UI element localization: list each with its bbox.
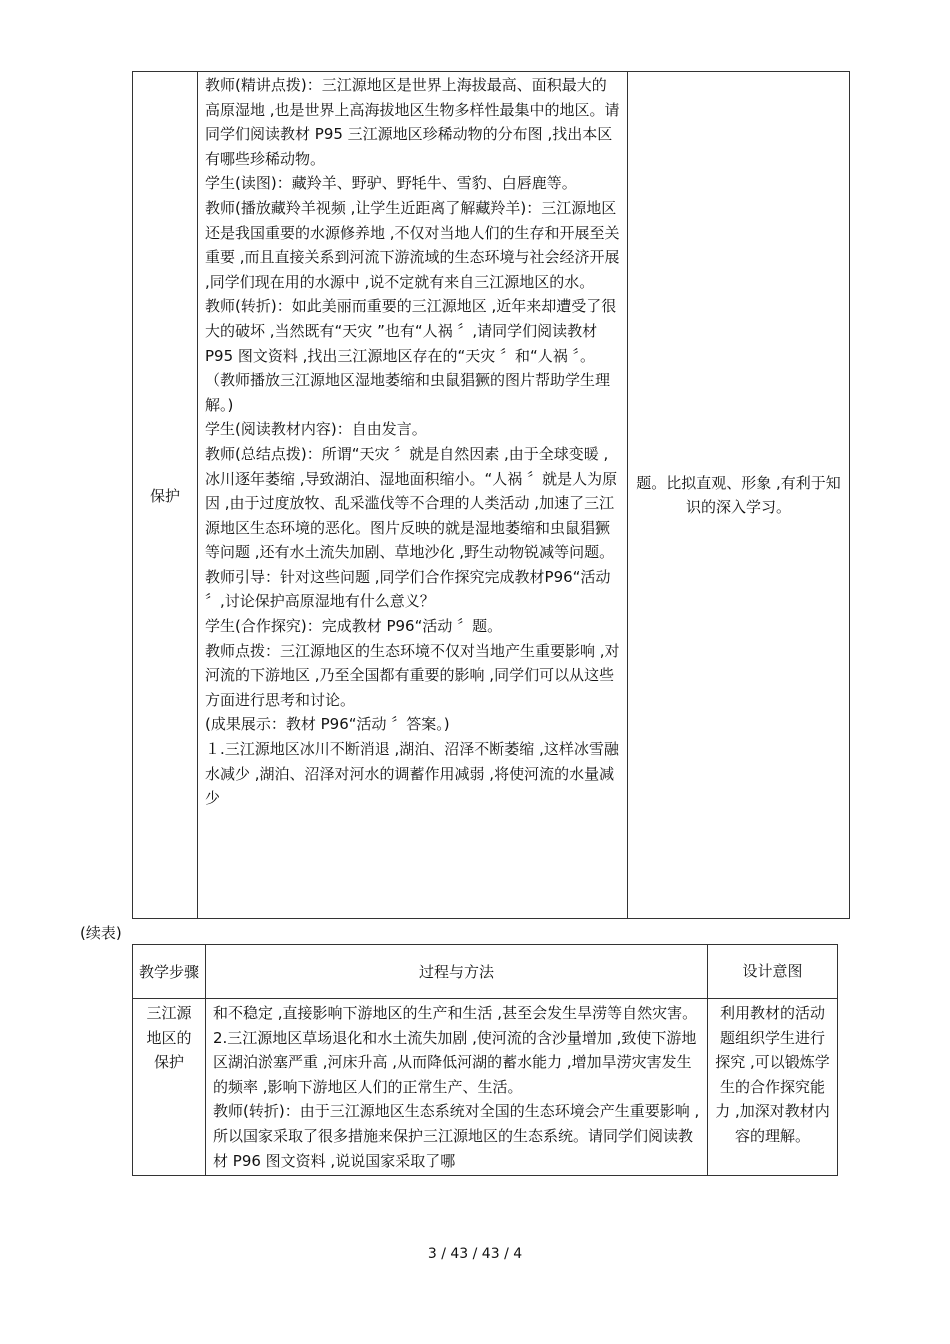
header-intent: 设计意图: [708, 945, 838, 999]
process-paragraph: １.三江源地区冰川不断消退 ,湖泊、沼泽不断萎缩 ,这样冰雪融水减少 ,湖泊、沼泽对河水的调蓄作用减弱 ,将使河流的水量减少: [205, 740, 619, 808]
header-process: 过程与方法: [206, 945, 708, 999]
lesson-table-part1: [132, 71, 850, 919]
process-paragraph: 学生(合作探究)：完成教材 P96“活动 〞题。: [205, 617, 503, 636]
table-row: [133, 999, 838, 1176]
intent-cell: 利用教材的活动题组织学生进行探究 ,可以锻炼学生的合作探究能力 ,加深对教材内容的理解。: [708, 999, 838, 1176]
process-paragraph: 2.三江源地区草场退化和水土流失加剧 ,使河流的含沙量增加 ,致使下游地区湖泊淤塞严重 ,河床升高 ,从而降低河湖的蓄水能力 ,增加旱涝灾害发生的频率 ,影响下游地区人们的正常生产、生活。: [213, 1028, 697, 1096]
process-paragraph: 教师(精讲点拨)：三江源地区是世界上海拔最高、面积最大的高原湿地 ,也是世界上高海拔地区生物多样性最集中的地区。请同学们阅读教材 P95 三江源地区珍稀动物的分布图 ,找出本区有哪些珍稀动物。: [205, 76, 620, 168]
table-header-row: [133, 945, 838, 999]
process-cell: [198, 72, 628, 919]
continued-label: (续表): [80, 924, 122, 942]
page-number: 3 / 43 / 43 / 4: [427, 1246, 523, 1262]
process-cell: [206, 999, 708, 1176]
step-cell: 三江源地区的保护: [133, 999, 206, 1176]
process-paragraph: （教师播放三江源地区湿地萎缩和虫鼠猖獗的图片帮助学生理解。): [205, 371, 611, 414]
process-paragraph: 教师(播放藏羚羊视频 ,让学生近距离了解藏羚羊)：三江源地区还是我国重要的水源修养地 ,不仅对当地人们的生存和开展至关重要 ,而且直接关系到河流下游流域的生态环境与社会经济开展 ,同学们现在用的水源中 ,说不定就有来自三江源地区的水。: [205, 198, 620, 291]
header-step: 教学步骤: [133, 945, 206, 999]
process-paragraph: 学生(阅读教材内容)：自由发言。: [205, 420, 427, 439]
table-row: [133, 72, 850, 919]
process-paragraph: 教师点拨：三江源地区的生态环境不仅对当地产生重要影响 ,对河流的下游地区 ,乃至全国都有重要的影响 ,同学们可以从这些方面进行思考和讨论。: [205, 641, 620, 709]
process-paragraph: 和不稳定 ,直接影响下游地区的生产和生活 ,甚至会发生旱涝等自然灾害。: [213, 1004, 698, 1022]
process-paragraph: (成果展示：教材 P96“活动 〞答案。): [205, 715, 450, 734]
process-paragraph: 教师(转折)：如此美丽而重要的三江源地区 ,近年来却遭受了很大的破坏 ,当然既有“天灾 ”也有“人祸 〞,请同学们阅读教材 P95 图文资料 ,找出三江源地区存在的“天灾 〞和“人祸 〞。: [205, 297, 617, 365]
intent-cell: 题。比拟直观、形象 ,有利于知识的深入学习。: [628, 72, 850, 919]
process-paragraph: 学生(读图)：藏羚羊、野驴、野牦牛、雪豹、白唇鹿等。: [205, 174, 577, 193]
process-paragraph: 教师(总结点拨)：所谓“天灾 〞就是自然因素 ,由于全球变暖 ,冰川逐年萎缩 ,导致湖泊、湿地面积缩小。“人祸 〞就是人为原因 ,由于过度放牧、乱采滥伐等不合理的人类活动 ,加速了三江源地区生态环境的恶化。图片反映的就是湿地萎缩和虫鼠猖獗等问题 ,还有水土流失加剧、草地沙化 ,野生动物锐减等问题。: [205, 444, 618, 562]
lesson-table-part2: [132, 944, 838, 1176]
process-paragraph: 教师引导：针对这些问题 ,同学们合作探究完成教材P96“活动 〞,讨论保护高原湿地有什么意义？: [205, 567, 611, 611]
process-paragraph: 教师(转折)：由于三江源地区生态系统对全国的生态环境会产生重要影响 ,所以国家采取了很多措施来保护三江源地区的生态系统。请同学们阅读教材 P96 图文资料 ,说说国家采取了哪: [213, 1102, 700, 1170]
step-cell: 保护: [133, 72, 198, 919]
